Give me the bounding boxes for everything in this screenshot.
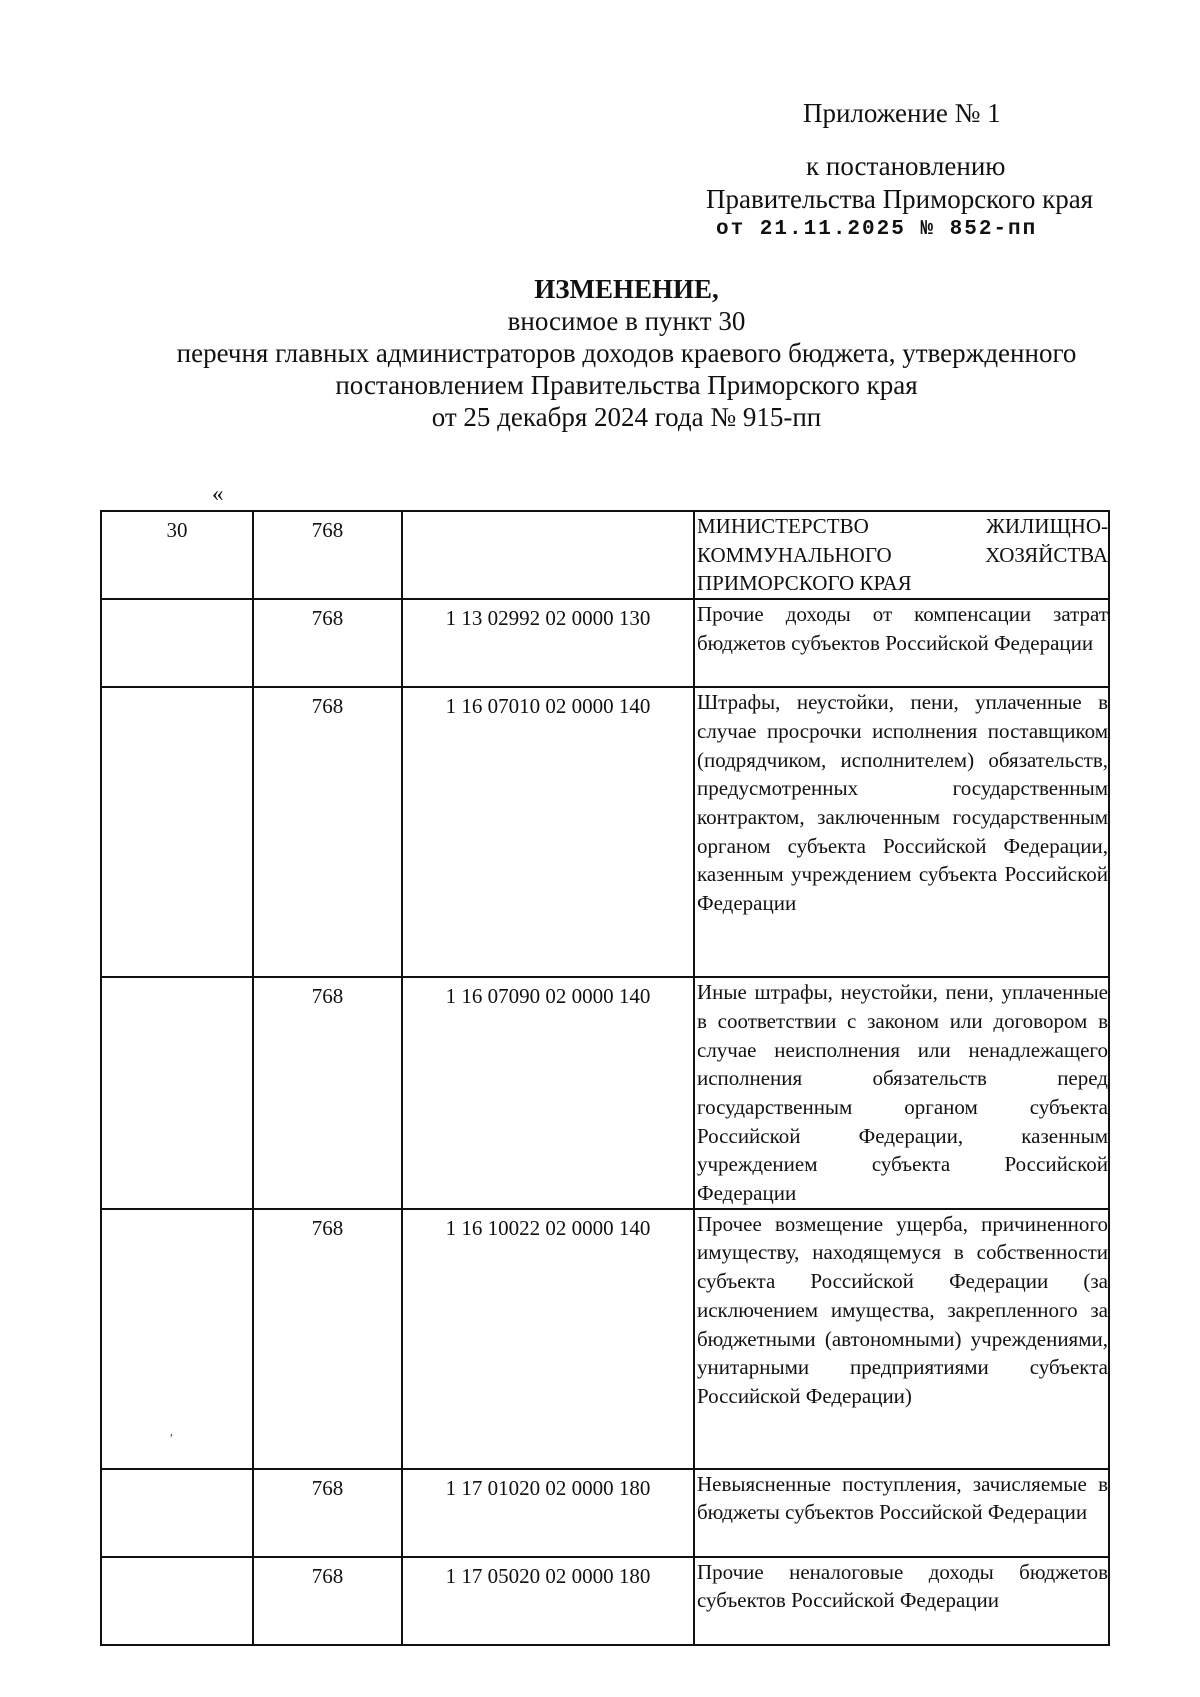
revenue-code: 1 13 02992 02 0000 130 (402, 599, 694, 687)
table-row (101, 687, 1109, 977)
row-number: 30 (101, 511, 253, 599)
heading-title: ИЗМЕНЕНИЕ, (534, 274, 719, 304)
heading-line-4: от 25 декабря 2024 года № 915-пп (431, 402, 822, 432)
row-number (101, 599, 253, 687)
revenue-code: 1 16 07010 02 0000 140 (402, 687, 694, 977)
appendix-title: Приложение № 1 (803, 98, 1001, 128)
admin-code: 768 (253, 1209, 402, 1469)
row-number (101, 1469, 253, 1557)
revenue-name: МИНИСТЕРСТВО ЖИЛИЩНО-КОММУНАЛЬНОГО ХОЗЯЙСТВА ПРИМОРСКОГО КРАЯ (694, 511, 1109, 599)
admin-code: 768 (253, 511, 402, 599)
revenue-name: Штрафы, неустойки, пени, уплаченные в случае просрочки исполнения поставщиком (подрядчиком, исполнителем) обязательств, предусмотренных государственным контрактом, заключенным государственным органом субъекта Российской Федерации, казенным учреждением субъекта Российской Федерации (694, 687, 1109, 977)
heading-line-2: перечня главных администраторов доходов краевого бюджета, утвержденного (176, 338, 1077, 368)
revenue-name: Прочие неналоговые доходы бюджетов субъектов Российской Федерации (694, 1557, 1109, 1645)
revenue-name: Невыясненные поступления, зачисляемые в бюджеты субъектов Российской Федерации (694, 1469, 1109, 1557)
revenue-admin-table (100, 510, 1110, 1646)
admin-code: 768 (253, 599, 402, 687)
revenue-code: 1 17 05020 02 0000 180 (402, 1557, 694, 1645)
revenue-name: Иные штрафы, неустойки, пени, уплаченные в соответствии с законом или договором в случае неисполнения или ненадлежащего исполнения обязательств перед государственным органом субъекта Российской Федерации, казенным учреждением субъекта Российской Федерации (694, 977, 1109, 1209)
table-row (101, 1209, 1109, 1469)
row-number (101, 687, 253, 977)
revenue-name: Прочее возмещение ущерба, причиненного имуществу, находящемуся в собственности субъекта Российской Федерации (за исключением имущества, закрепленного за бюджетными (автономными) учреждениями, унитарными предприятиями субъекта Российской Федерации) (694, 1209, 1109, 1469)
revenue-code: 1 17 01020 02 0000 180 (402, 1469, 694, 1557)
admin-code: 768 (253, 1469, 402, 1557)
table-row (101, 1469, 1109, 1557)
heading-line-1: вносимое в пункт 30 (507, 306, 746, 336)
opening-quote: « (212, 481, 224, 506)
stray-mark: ′ (170, 1432, 174, 1447)
admin-code: 768 (253, 1557, 402, 1645)
row-number (101, 977, 253, 1209)
admin-code: 768 (253, 977, 402, 1209)
table-row (101, 1557, 1109, 1645)
revenue-code (402, 511, 694, 599)
appendix-to: к постановлению (806, 151, 1006, 181)
row-number (101, 1209, 253, 1469)
table-row (101, 977, 1109, 1209)
appendix-government: Правительства Приморского края (706, 184, 1094, 214)
admin-code: 768 (253, 687, 402, 977)
heading-line-3: постановлением Правительства Приморского края (335, 370, 918, 400)
document-heading (0, 273, 1200, 433)
revenue-name: Прочие доходы от компенсации затрат бюджетов субъектов Российской Федерации (694, 599, 1109, 687)
appendix-date-number: от 21.11.2025 № 852-пп (716, 218, 1038, 241)
row-number (101, 1557, 253, 1645)
table-row (101, 511, 1109, 599)
revenue-code: 1 16 07090 02 0000 140 (402, 977, 694, 1209)
revenue-code: 1 16 10022 02 0000 140 (402, 1209, 694, 1469)
table-row (101, 599, 1109, 687)
